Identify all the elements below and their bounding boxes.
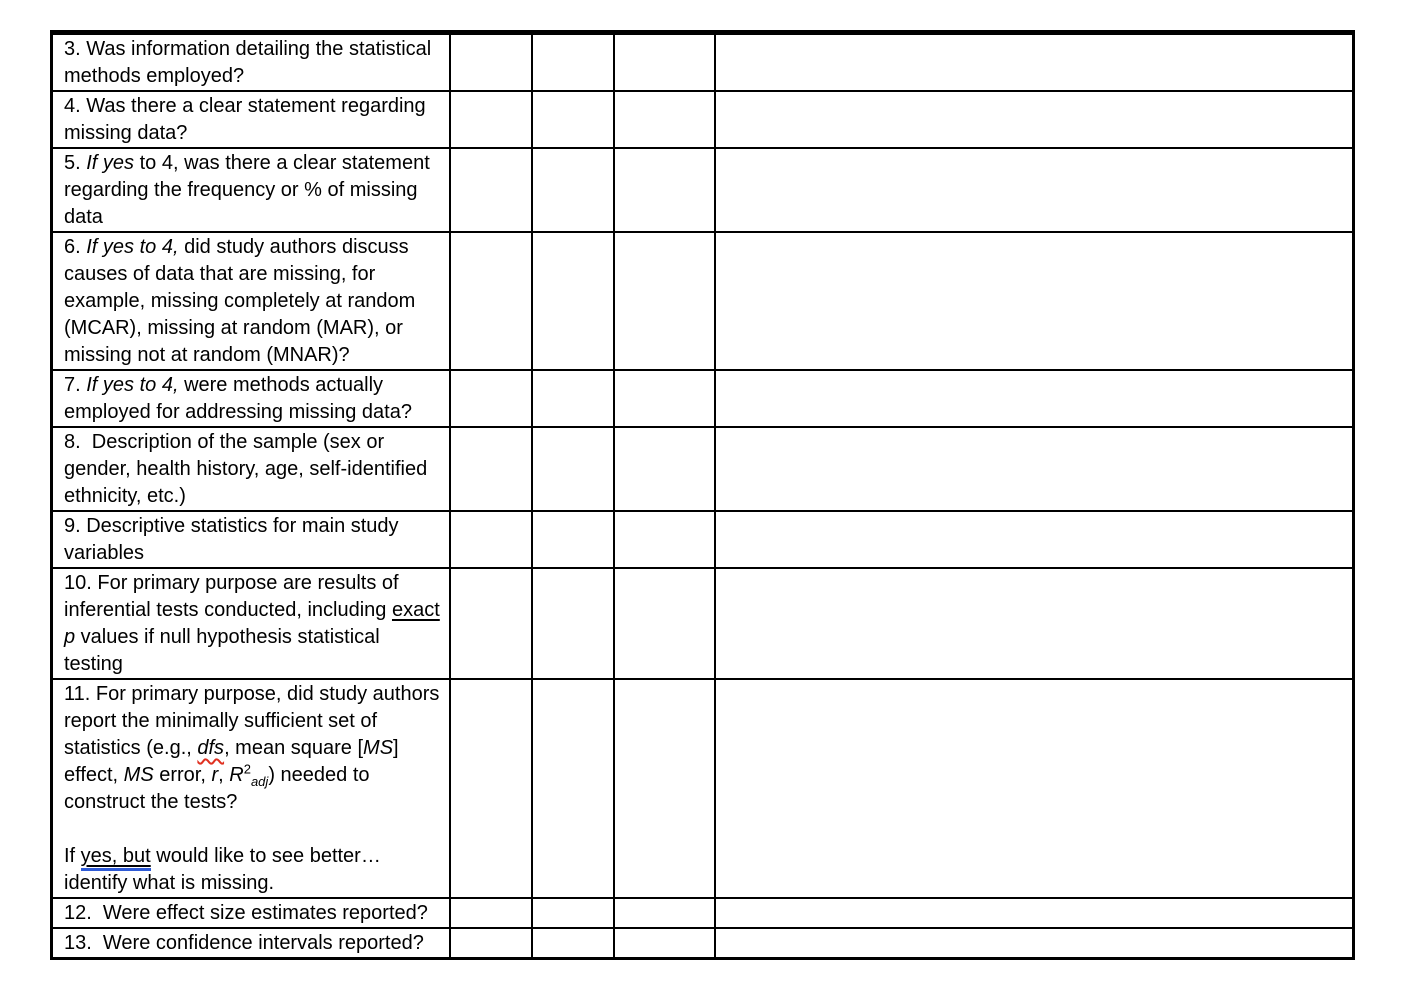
text-segment: 4. Was there a clear statement regarding missing data? [64, 95, 426, 144]
text-segment: 3. Was information detailing the statistical methods employed? [64, 38, 432, 87]
paragraph [64, 681, 443, 816]
comments-cell-q9[interactable] [715, 511, 1354, 568]
paragraph [64, 570, 443, 678]
comments-cell-q10[interactable] [715, 568, 1354, 679]
answer-cell-2-q11[interactable] [532, 679, 614, 898]
question-cell-q13 [52, 928, 450, 959]
text-segment: values if null hypothesis statistical testing [64, 626, 380, 675]
answer-cell-3-q3[interactable] [614, 33, 715, 92]
paragraph [64, 930, 443, 957]
question-cell-q4 [52, 91, 450, 148]
paragraph [64, 513, 443, 567]
paragraph [64, 36, 443, 90]
answer-cell-1-q5[interactable] [450, 148, 532, 232]
superscript-text: 2 [243, 761, 251, 777]
table-row-q10 [52, 568, 1354, 679]
answer-cell-1-q7[interactable] [450, 370, 532, 427]
table-row-q7 [52, 370, 1354, 427]
answer-cell-1-q4[interactable] [450, 91, 532, 148]
answer-cell-1-q13[interactable] [450, 928, 532, 959]
paragraph [64, 900, 443, 927]
italic-text: R [229, 764, 244, 786]
table-row-q12 [52, 898, 1354, 928]
answer-cell-2-q8[interactable] [532, 427, 614, 511]
answer-cell-3-q12[interactable] [614, 898, 715, 928]
underlined-text: exact [391, 599, 440, 621]
text-segment: 9. Descriptive statistics for main study variables [64, 515, 399, 564]
checklist-table-body [52, 33, 1354, 959]
comments-cell-q8[interactable] [715, 427, 1354, 511]
question-cell-q3 [52, 33, 450, 92]
paragraph [64, 843, 443, 897]
text-segment: did study authors discuss causes of data that are missing, for example, missing completely at random (MCAR), missing at random (MAR), or missing not at random (MNAR)? [64, 236, 416, 366]
table-row-q11 [52, 679, 1354, 898]
checklist-table [50, 30, 1355, 960]
comments-cell-q6[interactable] [715, 232, 1354, 370]
spellcheck-flagged-text: dfs [197, 737, 225, 759]
answer-cell-3-q4[interactable] [614, 91, 715, 148]
text-segment: ) needed to construct the tests? [64, 764, 370, 813]
comments-cell-q11[interactable] [715, 679, 1354, 898]
paragraph [64, 372, 443, 426]
answer-cell-2-q9[interactable] [532, 511, 614, 568]
answer-cell-2-q4[interactable] [532, 91, 614, 148]
table-row-q4 [52, 91, 1354, 148]
answer-cell-1-q11[interactable] [450, 679, 532, 898]
text-segment: ] effect, [64, 737, 399, 786]
italic-text: MS [363, 737, 394, 759]
text-segment: 11. For primary purpose, did study authors report the minimally sufficient set of statistics (e.g., [64, 683, 440, 759]
comments-cell-q3[interactable] [715, 33, 1354, 92]
question-cell-q11 [52, 679, 450, 898]
table-row-q5 [52, 148, 1354, 232]
question-cell-q12 [52, 898, 450, 928]
table-row-q13 [52, 928, 1354, 959]
answer-cell-1-q10[interactable] [450, 568, 532, 679]
answer-cell-2-q13[interactable] [532, 928, 614, 959]
paragraph [64, 816, 443, 843]
answer-cell-3-q5[interactable] [614, 148, 715, 232]
answer-cell-3-q10[interactable] [614, 568, 715, 679]
text-segment: 10. For primary purpose are results of inferential tests conducted, including [64, 572, 399, 621]
text-segment: 12. Were effect size estimates reported? [64, 902, 428, 924]
text-segment: , [218, 764, 230, 786]
answer-cell-3-q9[interactable] [614, 511, 715, 568]
text-segment: 13. Were confidence intervals reported? [64, 932, 424, 954]
answer-cell-2-q7[interactable] [532, 370, 614, 427]
question-cell-q10 [52, 568, 450, 679]
paragraph [64, 150, 443, 231]
table-row-q8 [52, 427, 1354, 511]
text-segment: If [64, 845, 81, 867]
answer-cell-2-q5[interactable] [532, 148, 614, 232]
answer-cell-2-q6[interactable] [532, 232, 614, 370]
answer-cell-3-q6[interactable] [614, 232, 715, 370]
comments-cell-q4[interactable] [715, 91, 1354, 148]
answer-cell-3-q7[interactable] [614, 370, 715, 427]
text-segment: 8. Description of the sample (sex or gender, health history, age, self-identified ethnicity, etc.) [64, 431, 428, 507]
text-segment: 7. [64, 374, 87, 396]
text-segment: error, [153, 764, 212, 786]
answer-cell-1-q12[interactable] [450, 898, 532, 928]
comments-cell-q7[interactable] [715, 370, 1354, 427]
paragraph [64, 93, 443, 147]
text-segment: to 4, was there a clear statement regarding the frequency or % of missing data [64, 152, 430, 228]
italic-text: p [64, 626, 76, 648]
question-cell-q5 [52, 148, 450, 232]
question-cell-q7 [52, 370, 450, 427]
paragraph [64, 234, 443, 369]
italic-text: MS [123, 764, 154, 786]
comments-cell-q12[interactable] [715, 898, 1354, 928]
text-segment: , mean square [ [224, 737, 364, 759]
paragraph [64, 429, 443, 510]
text-segment: would like to see better…identify what is missing. [64, 845, 381, 894]
italic-text: If yes [86, 152, 135, 174]
grammar-flagged-text: yes, but [81, 845, 151, 871]
answer-cell-2-q10[interactable] [532, 568, 614, 679]
answer-cell-3-q8[interactable] [614, 427, 715, 511]
answer-cell-1-q3[interactable] [450, 33, 532, 92]
italic-text: If yes to 4, [86, 374, 179, 396]
comments-cell-q13[interactable] [715, 928, 1354, 959]
comments-cell-q5[interactable] [715, 148, 1354, 232]
question-cell-q6 [52, 232, 450, 370]
answer-cell-1-q9[interactable] [450, 511, 532, 568]
table-row-q3 [52, 33, 1354, 92]
answer-cell-1-q8[interactable] [450, 427, 532, 511]
table-row-q9 [52, 511, 1354, 568]
italic-text: If yes to 4, [86, 236, 179, 258]
question-cell-q8 [52, 427, 450, 511]
text-segment: were methods actually employed for addressing missing data? [64, 374, 412, 423]
table-row-q6 [52, 232, 1354, 370]
italic-text: r [211, 764, 219, 786]
answer-cell-3-q13[interactable] [614, 928, 715, 959]
subscript-text: adj [250, 774, 269, 789]
answer-cell-2-q12[interactable] [532, 898, 614, 928]
answer-cell-2-q3[interactable] [532, 33, 614, 92]
question-cell-q9 [52, 511, 450, 568]
answer-cell-1-q6[interactable] [450, 232, 532, 370]
text-segment: 5. [64, 152, 87, 174]
text-segment: 6. [64, 236, 87, 258]
answer-cell-3-q11[interactable] [614, 679, 715, 898]
